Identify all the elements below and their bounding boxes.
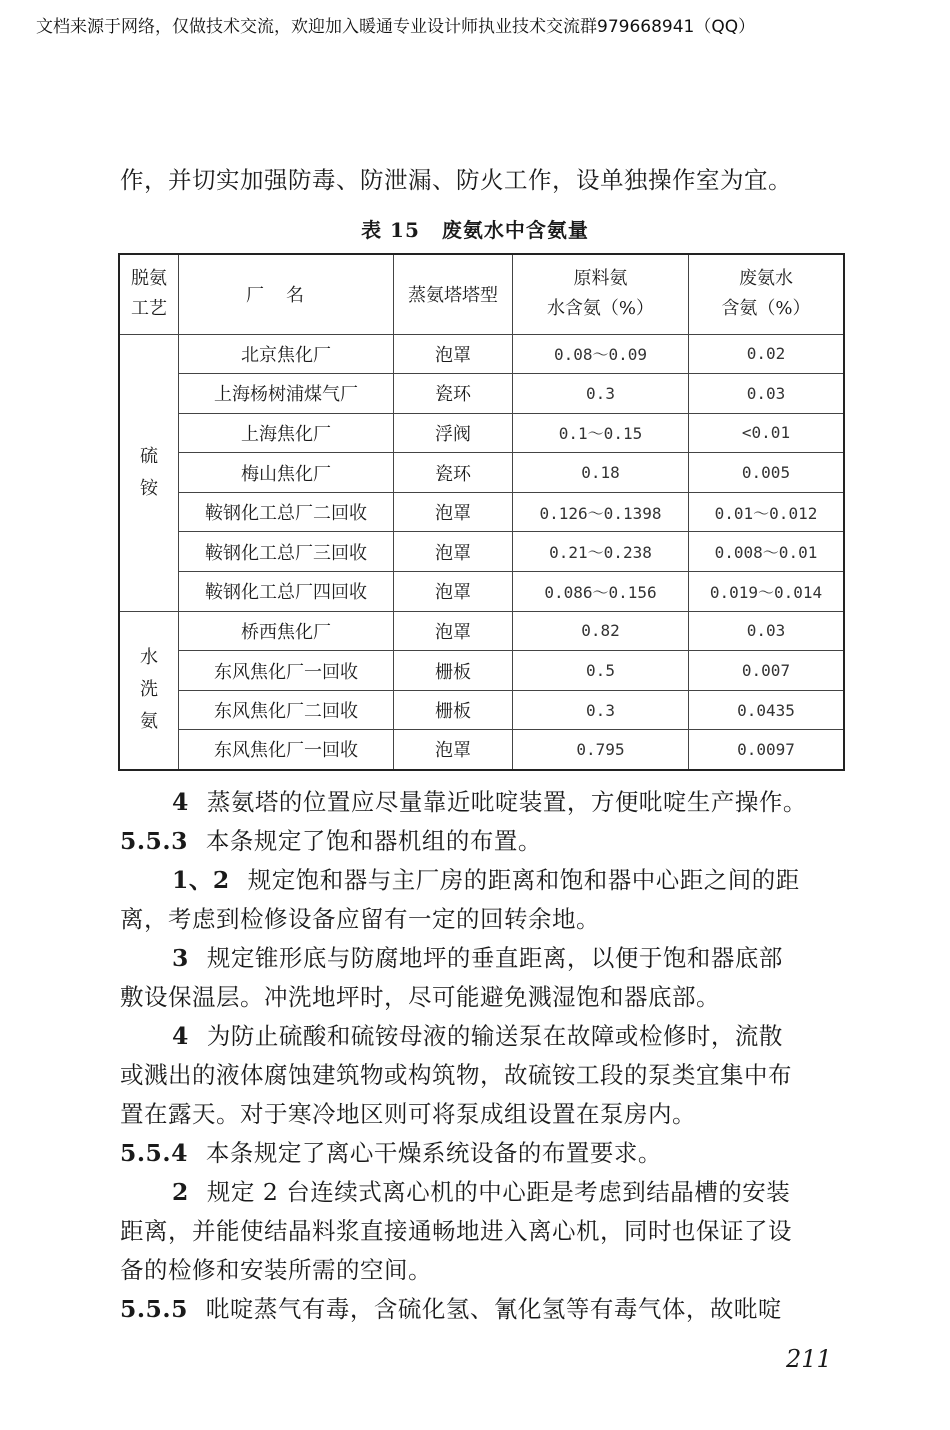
cell-tower: 泡罩 <box>394 572 513 612</box>
cell-tower: 栅板 <box>394 651 513 691</box>
process-group-water-wash: 水 洗 氨 <box>119 611 179 769</box>
cell-plant: 鞍钢化工总厂四回收 <box>179 572 394 612</box>
cell-raw: 0.5 <box>513 651 689 691</box>
paragraph-item-4: 4 蒸氨塔的位置应尽量靠近吡啶装置，方便吡啶生产操作。 <box>172 788 807 816</box>
paragraph-line: 备的检修和安装所需的空间。 <box>120 1256 432 1284</box>
table-row <box>119 611 844 651</box>
cell-waste: 0.03 <box>689 611 845 651</box>
paragraph-line: 距离，并能使结晶料浆直接通畅地进入离心机，同时也保证了设 <box>120 1217 792 1245</box>
section-5-5-4: 5.5.4 本条规定了离心干燥系统设备的布置要求。 <box>120 1139 662 1167</box>
cell-raw: 0.1～0.15 <box>513 413 689 453</box>
paragraph-item-2: 2 规定 2 台连续式离心机的中心距是考虑到结晶槽的安装 <box>172 1178 791 1206</box>
cell-tower: 泡罩 <box>394 730 513 770</box>
cell-raw: 0.126～0.1398 <box>513 492 689 532</box>
cell-waste: 0.01～0.012 <box>689 492 845 532</box>
cell-waste: <0.01 <box>689 413 845 453</box>
cell-tower: 泡罩 <box>394 492 513 532</box>
paragraph-item-4b: 4 为防止硫酸和硫铵母液的输送泵在故障或检修时，流散 <box>172 1022 783 1050</box>
cell-raw: 0.08～0.09 <box>513 334 689 374</box>
section-5-5-5: 5.5.5 吡啶蒸气有毒，含硫化氢、氰化氢等有毒气体，故吡啶 <box>120 1295 782 1323</box>
cell-plant: 鞍钢化工总厂二回收 <box>179 492 394 532</box>
cell-plant: 桥西焦化厂 <box>179 611 394 651</box>
section-5-5-3: 5.5.3 本条规定了饱和器机组的布置。 <box>120 827 542 855</box>
cell-waste: 0.02 <box>689 334 845 374</box>
cell-plant: 鞍钢化工总厂三回收 <box>179 532 394 572</box>
table-row <box>119 453 844 493</box>
cell-tower: 瓷环 <box>394 374 513 414</box>
cell-tower: 泡罩 <box>394 334 513 374</box>
cell-raw: 0.3 <box>513 374 689 414</box>
header-tower-type: 蒸氨塔塔型 <box>394 254 513 334</box>
table-row <box>119 492 844 532</box>
table-row <box>119 651 844 691</box>
cell-waste: 0.019～0.014 <box>689 572 845 612</box>
table-row <box>119 334 844 374</box>
cell-raw: 0.795 <box>513 730 689 770</box>
header-waste-ammonia: 废氨水 含氨（%） <box>689 254 845 334</box>
cell-plant: 东风焦化厂一回收 <box>179 730 394 770</box>
paragraph-line: 离，考虑到检修设备应留有一定的回转余地。 <box>120 905 600 933</box>
cell-raw: 0.086～0.156 <box>513 572 689 612</box>
cell-plant: 上海焦化厂 <box>179 413 394 453</box>
cell-tower: 栅板 <box>394 690 513 730</box>
paragraph-item-3: 3 规定锥形底与防腐地坪的垂直距离，以便于饱和器底部 <box>172 944 783 972</box>
table-row <box>119 690 844 730</box>
paragraph-item-1-2: 1、2 规定饱和器与主厂房的距离和饱和器中心距之间的距 <box>172 866 800 894</box>
cell-plant: 梅山焦化厂 <box>179 453 394 493</box>
cell-raw: 0.82 <box>513 611 689 651</box>
cell-raw: 0.3 <box>513 690 689 730</box>
cell-tower: 泡罩 <box>394 611 513 651</box>
ammonia-content-table <box>118 253 845 771</box>
process-group-ammonium-sulfate: 硫 铵 <box>119 334 179 611</box>
table-caption-title: 废氨水中含氨量 <box>441 218 589 242</box>
paragraph-line: 敷设保温层。冲洗地坪时，尽可能避免溅湿饱和器底部。 <box>120 983 720 1011</box>
table-row <box>119 532 844 572</box>
header-raw-ammonia: 原料氨 水含氨（%） <box>513 254 689 334</box>
cell-plant: 北京焦化厂 <box>179 334 394 374</box>
cell-waste: 0.0097 <box>689 730 845 770</box>
cell-tower: 泡罩 <box>394 532 513 572</box>
cell-tower: 浮阀 <box>394 413 513 453</box>
cell-raw: 0.21～0.238 <box>513 532 689 572</box>
table-row <box>119 374 844 414</box>
page-number: 211 <box>786 1345 832 1373</box>
header-process: 脱氨 工艺 <box>119 254 179 334</box>
table-header-row <box>119 254 844 334</box>
table-caption <box>0 214 950 243</box>
table-row <box>119 572 844 612</box>
cell-waste: 0.005 <box>689 453 845 493</box>
cell-waste: 0.008～0.01 <box>689 532 845 572</box>
cell-raw: 0.18 <box>513 453 689 493</box>
paragraph-line: 或溅出的液体腐蚀建筑物或构筑物，故硫铵工段的泵类宜集中布 <box>120 1061 792 1089</box>
table-row <box>119 413 844 453</box>
watermark-text: 文档来源于网络，仅做技术交流，欢迎加入暖通专业设计师执业技术交流群979668941（QQ） <box>36 17 756 37</box>
intro-line: 作，并切实加强防毒、防泄漏、防火工作，设单独操作室为宜。 <box>120 166 792 194</box>
cell-waste: 0.007 <box>689 651 845 691</box>
cell-tower: 瓷环 <box>394 453 513 493</box>
cell-waste: 0.03 <box>689 374 845 414</box>
paragraph-line: 置在露天。对于寒冷地区则可将泵成组设置在泵房内。 <box>120 1100 696 1128</box>
table-row <box>119 730 844 770</box>
cell-waste: 0.0435 <box>689 690 845 730</box>
cell-plant: 东风焦化厂二回收 <box>179 690 394 730</box>
table-caption-number: 表 15 <box>361 218 420 242</box>
header-plant: 厂名 <box>179 254 394 334</box>
cell-plant: 上海杨树浦煤气厂 <box>179 374 394 414</box>
cell-plant: 东风焦化厂一回收 <box>179 651 394 691</box>
